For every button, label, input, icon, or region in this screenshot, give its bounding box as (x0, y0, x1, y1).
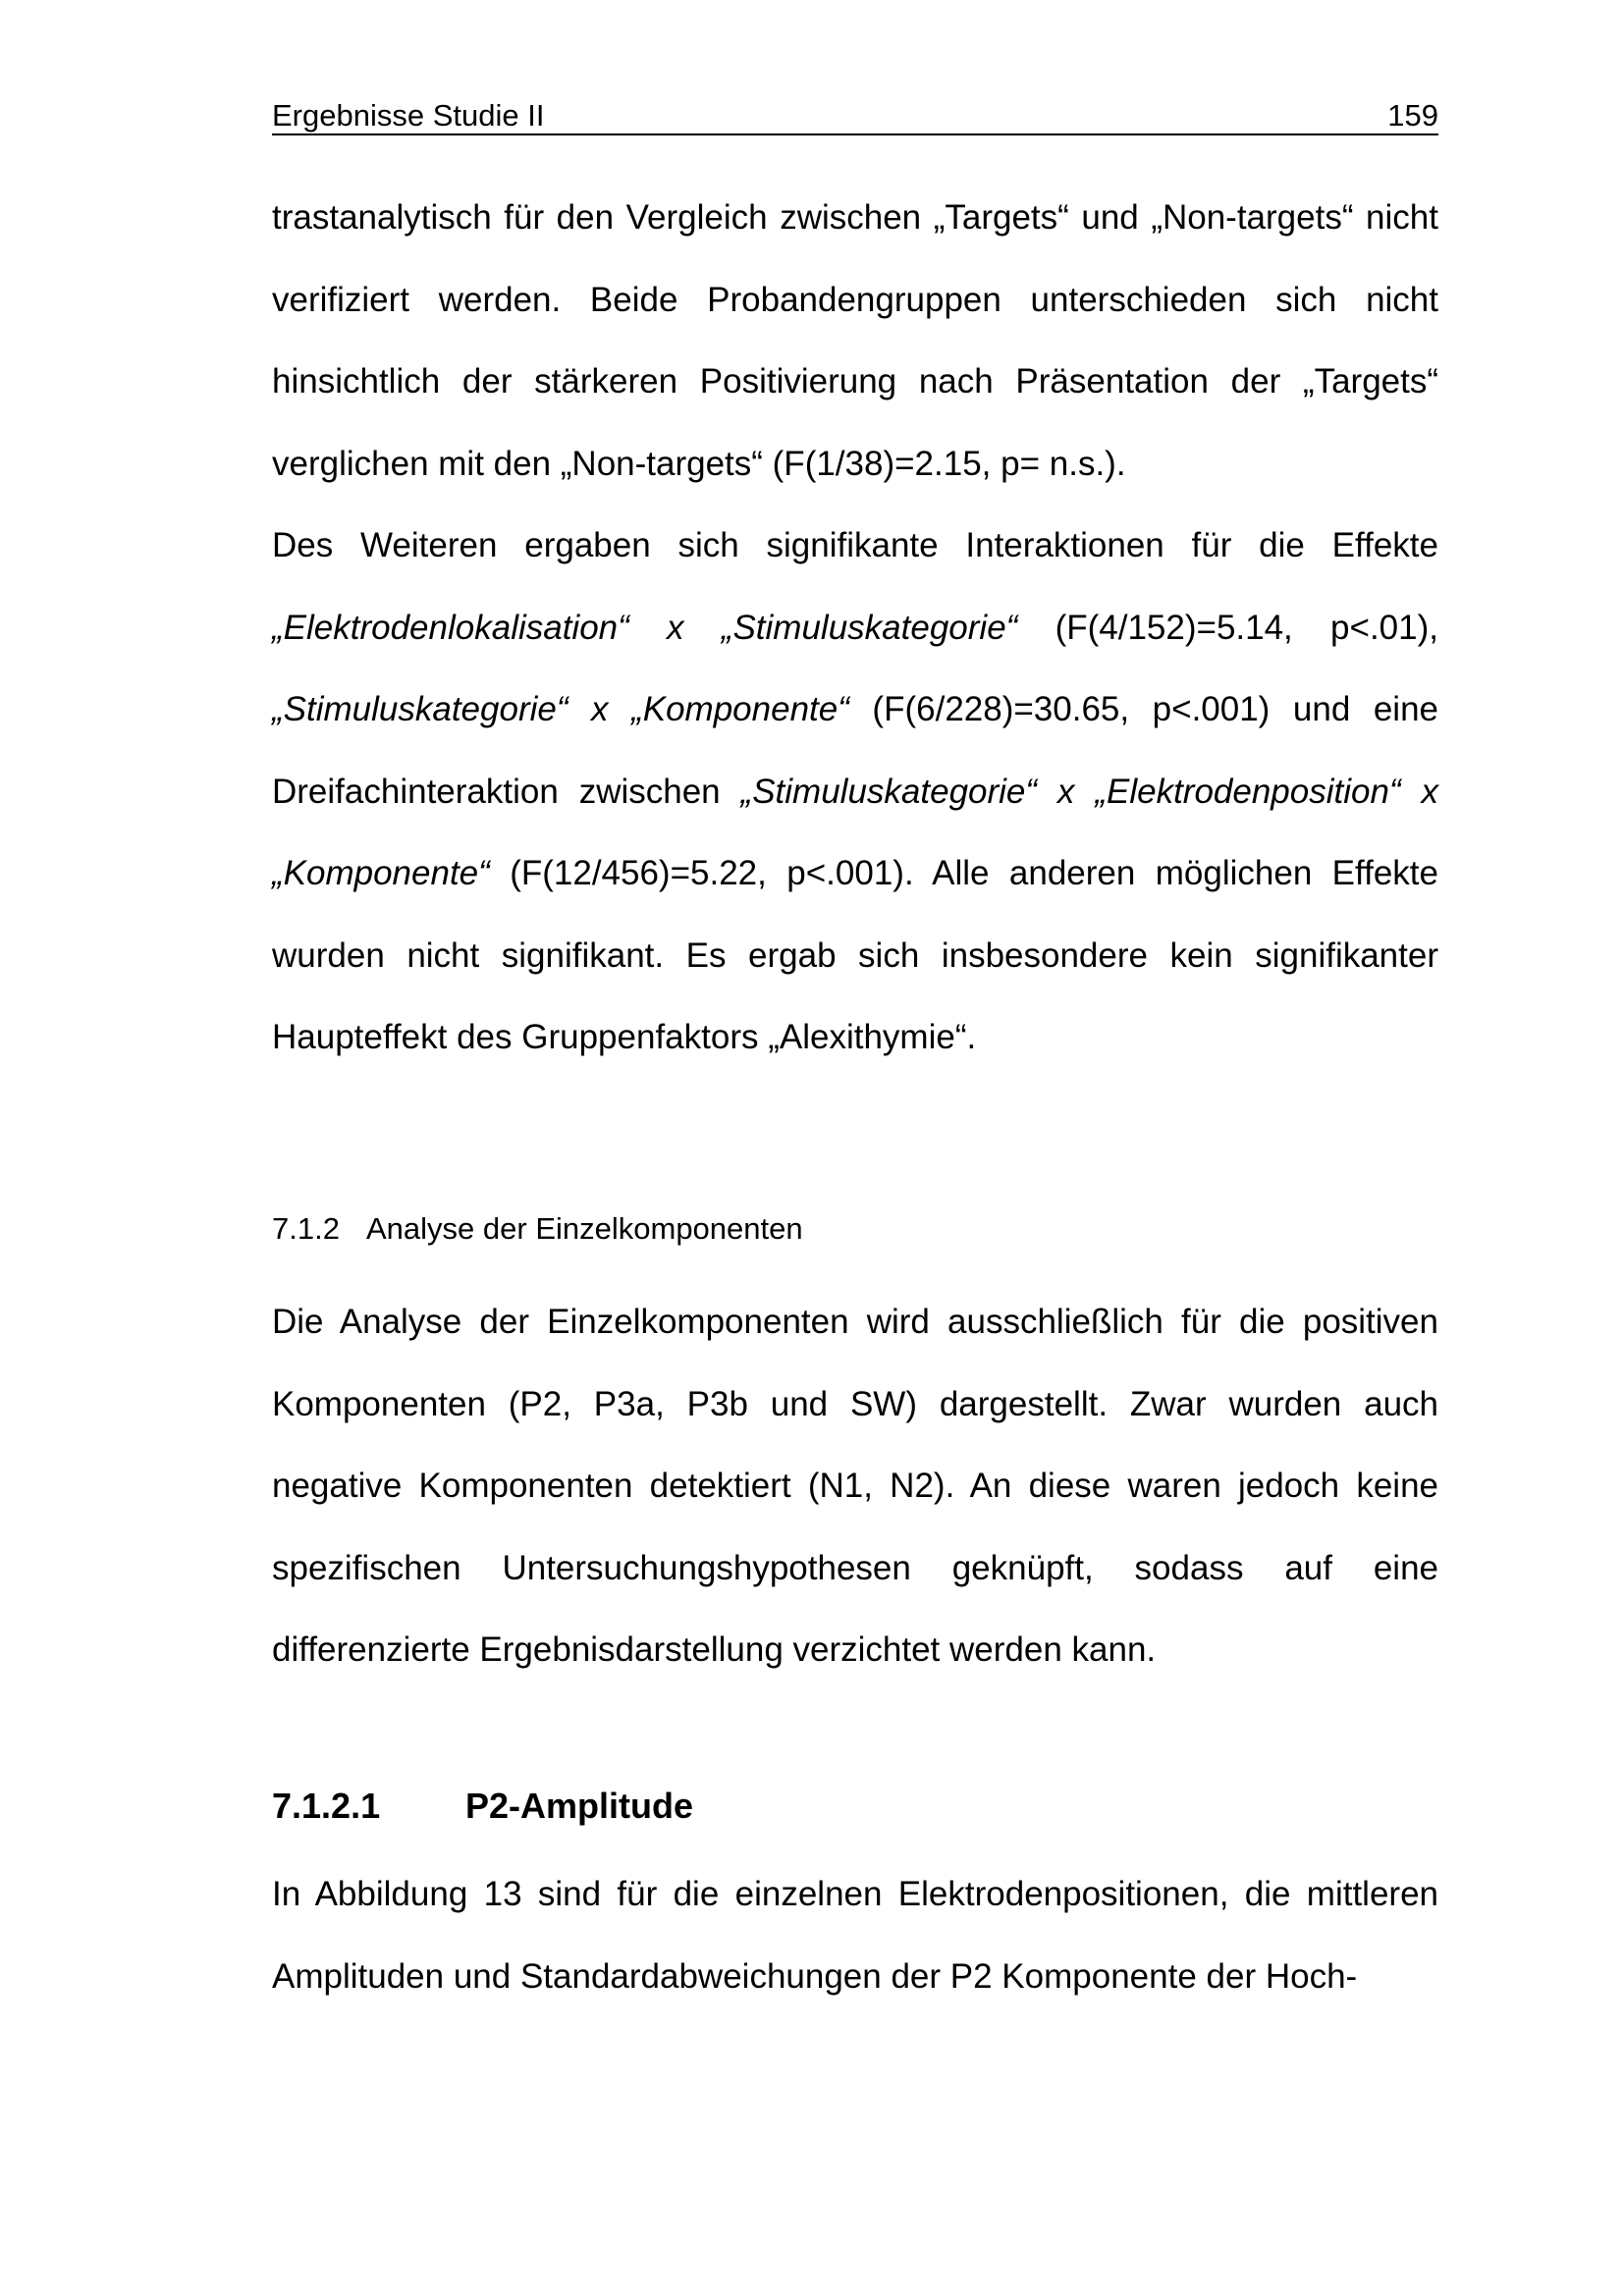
page-header (272, 94, 1438, 135)
paragraph-text: In Abbildung 13 sind für die einzelnen Elektrodenpositionen, die mittleren Amplituden und Standardabweichungen der P2 Komponente der Hoch- (272, 1875, 1438, 1996)
effect-term: „Elektrodenlokalisation“ x „Stimuluskategorie“ (272, 608, 1018, 647)
subsection-number: 7.1.2 (272, 1211, 340, 1246)
paragraph-text: Des Weiteren ergaben sich signifikante Interaktionen für die Effekte (272, 526, 1438, 564)
section-heading (272, 1785, 693, 1828)
paragraph-text: (F(12/456)=5.22, p<.001). Alle anderen möglichen Effekte wurden nicht signifikant. Es ergab sich insbesondere kein signifikanter Haupteffekt des Gruppenfaktors „Alexithymie“. (272, 854, 1438, 1056)
paragraph-text: Die Analyse der Einzelkomponenten wird ausschließlich für die positiven Komponenten (P2, P3a, P3b und SW) dargestellt. Zwar wurden auch negative Komponenten detektiert (N1, N2). An diese waren jedoch keine spezifischen Untersuchungshypothesen geknüpft, sodass auf eine differenzierte Ergebnisdarstellung verzichtet werden kann. (272, 1303, 1438, 1669)
subsection-heading (272, 1209, 803, 1249)
page-number: 159 (1387, 98, 1438, 133)
effect-term: „Stimuluskategorie“ x „Komponente“ (272, 690, 849, 728)
section-title: P2-Amplitude (465, 1786, 694, 1826)
running-title: Ergebnisse Studie II (272, 98, 545, 133)
paragraph-component-analysis (272, 1281, 1438, 1691)
section-number: 7.1.2.1 (272, 1786, 381, 1826)
subsection-title: Analyse der Einzelkomponenten (366, 1211, 803, 1246)
paragraph-text: (F(6/228)=30.65, p<.001) und eine Dreifachinteraktion zwischen (272, 690, 1438, 811)
paragraph-text: trastanalytisch für den Vergleich zwischen „Targets“ und „Non-targets“ nicht verifiziert werden. Beide Probandengruppen unterschieden sich nicht hinsichtlich der stärkeren Positivierung nach Präsentation der „Targets“ verglichen mit den „Non-targets“ (F(1/38)=2.15, p= n.s.). (272, 198, 1438, 483)
paragraph-text: (F(4/152)=5.14, p<.01), (1017, 608, 1438, 647)
paragraph-interactions (272, 505, 1438, 1079)
paragraph-contrast-analysis (272, 177, 1438, 505)
paragraph-p2-amplitude (272, 1853, 1438, 2017)
effect-term: „Stimuluskategorie“ x „Elektrodenposition“ x „Komponente“ (272, 772, 1438, 892)
